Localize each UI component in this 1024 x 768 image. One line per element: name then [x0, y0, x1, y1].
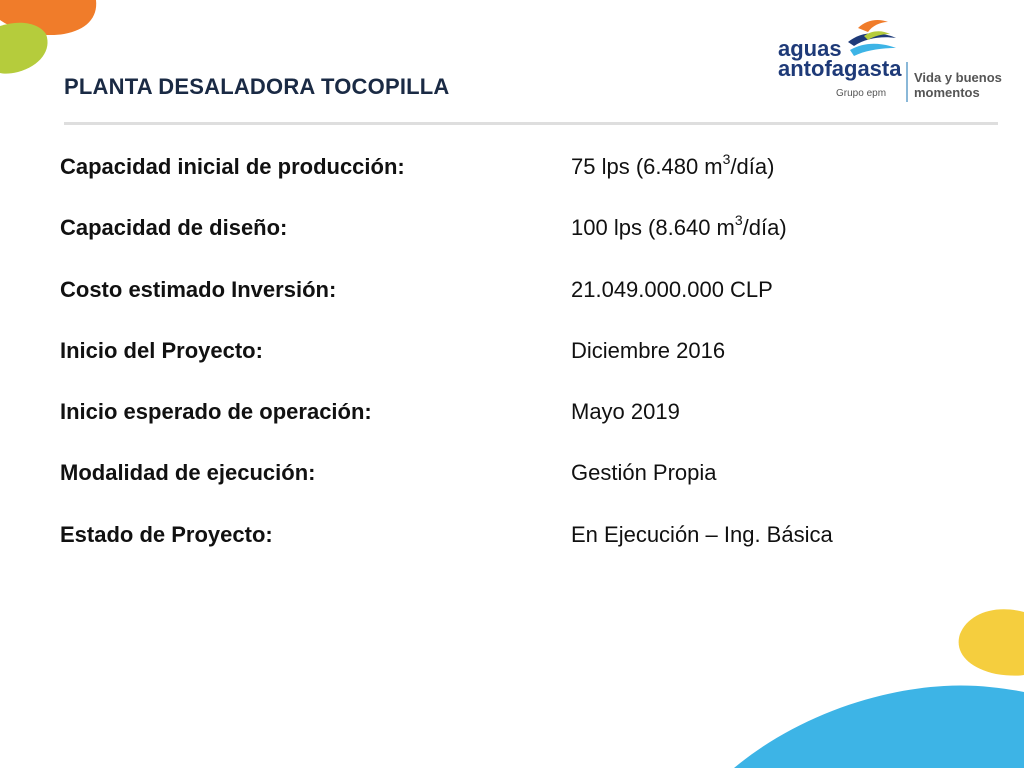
- row-label: Estado de Proyecto:: [60, 522, 273, 547]
- top-left-decoration: [0, 0, 110, 80]
- info-row: [60, 397, 960, 427]
- info-row: [60, 520, 960, 550]
- row-label: Costo estimado Inversión:: [60, 277, 337, 302]
- info-row: [60, 458, 960, 488]
- lime-blob: [0, 23, 48, 74]
- info-row: [60, 213, 960, 243]
- row-label: Capacidad inicial de producción:: [60, 154, 405, 179]
- company-logo: [776, 18, 1002, 108]
- info-row: [60, 152, 960, 182]
- logo-line-2: antofagasta: [778, 56, 902, 81]
- logo-tagline-2: momentos: [914, 85, 980, 100]
- logo-line-1: aguas: [778, 36, 842, 61]
- logo-separator: [906, 62, 908, 102]
- wave-logo-icon: [846, 18, 898, 58]
- info-row: [60, 275, 960, 305]
- logo-tagline-1: Vida y buenos: [914, 70, 1002, 85]
- row-value: 21.049.000.000 CLP: [571, 277, 773, 302]
- bottom-right-decoration: [724, 600, 1024, 768]
- info-row: [60, 336, 960, 366]
- row-value: 100 lps (8.640 $m^3/día$): [571, 211, 787, 240]
- row-value: Diciembre 2016: [571, 338, 726, 363]
- logo-group-label: Grupo epm: [836, 88, 887, 99]
- row-label: Inicio esperado de operación:: [60, 399, 372, 424]
- row-label: Inicio del Proyecto:: [60, 338, 263, 363]
- row-label: Modalidad de ejecución:: [60, 460, 316, 485]
- title-divider: [64, 122, 998, 125]
- blue-wave: [734, 685, 1024, 768]
- row-value: Mayo 2019: [571, 399, 680, 424]
- page-title: PLANTA DESALADORA TOCOPILLA: [64, 74, 450, 99]
- row-value: 75 lps (6.480 $m^3/día$): [571, 150, 775, 179]
- row-value: Gestión Propia: [571, 460, 717, 485]
- row-value: En Ejecución – Ing. Básica: [571, 522, 833, 547]
- yellow-blob: [959, 609, 1024, 675]
- row-label: Capacidad de diseño:: [60, 215, 288, 240]
